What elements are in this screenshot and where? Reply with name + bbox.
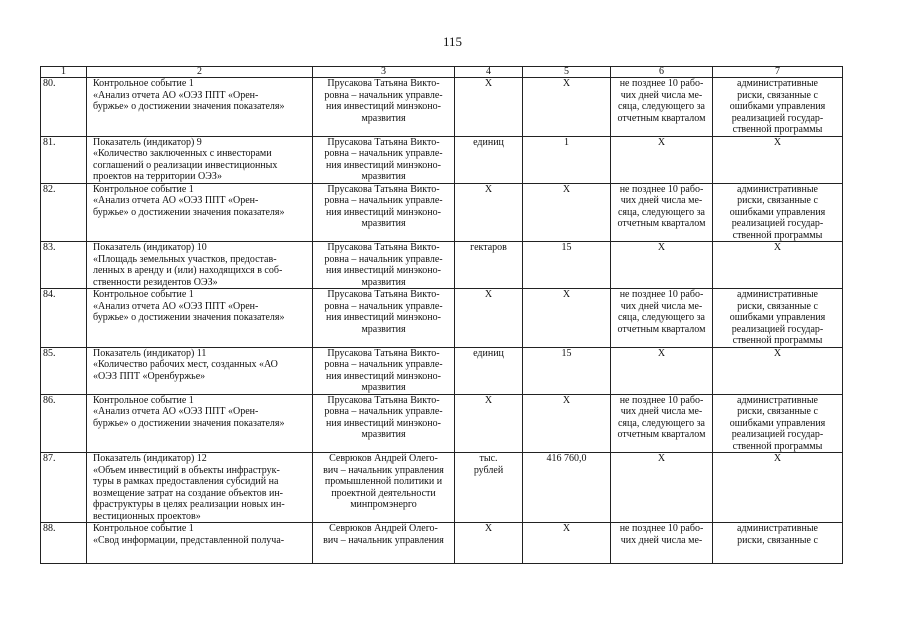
table-body bbox=[41, 78, 843, 564]
item-name-cell: Контрольное событие 1 «Анализ отчета АО «ОЭЗ ППТ «Орен- буржье» о достижении значения показателя» bbox=[87, 394, 313, 453]
responsible-person-cell: Прусакова Татьяна Викто- ровна – начальник управле- ния инвестиций минэконо- мразвития bbox=[313, 347, 455, 394]
table-row bbox=[41, 289, 843, 348]
unit-of-measure-cell: гектаров bbox=[455, 242, 523, 289]
header-col-6: 6 bbox=[611, 67, 713, 78]
risk-description-cell: административные риски, связанные с ошибками управления реализацией государ- ственной программы bbox=[713, 289, 843, 348]
unit-of-measure-cell: тыс. рублей bbox=[455, 453, 523, 523]
header-col-7: 7 bbox=[713, 67, 843, 78]
deadline-cell: не позднее 10 рабо- чих дней числа ме- сяца, следующего за отчетным кварталом bbox=[611, 183, 713, 242]
deadline-cell: X bbox=[611, 136, 713, 183]
table-row bbox=[41, 136, 843, 183]
header-row bbox=[41, 67, 843, 78]
table-row bbox=[41, 242, 843, 289]
responsible-person-cell: Севрюков Андрей Олего- вич – начальник управления промышленной политики и проектной деятельности минпромэнерго bbox=[313, 453, 455, 523]
row-number-cell: 86. bbox=[41, 394, 87, 453]
responsible-person-cell: Прусакова Татьяна Викто- ровна – начальник управле- ния инвестиций минэконо- мразвития bbox=[313, 78, 455, 137]
deadline-cell: X bbox=[611, 347, 713, 394]
deadline-cell: X bbox=[611, 242, 713, 289]
unit-of-measure-cell: X bbox=[455, 78, 523, 137]
responsible-person-cell: Прусакова Татьяна Викто- ровна – начальник управле- ния инвестиций минэконо- мразвития bbox=[313, 289, 455, 348]
page-number: 115 bbox=[442, 34, 463, 49]
risk-description-cell: административные риски, связанные с ошибками управления реализацией государ- ственной программы bbox=[713, 183, 843, 242]
item-name-cell: Контрольное событие 1 «Анализ отчета АО «ОЭЗ ППТ «Орен- буржье» о достижении значения показателя» bbox=[87, 289, 313, 348]
header-col-2: 2 bbox=[87, 67, 313, 78]
table-row bbox=[41, 78, 843, 137]
row-number-cell: 81. bbox=[41, 136, 87, 183]
row-number-cell: 87. bbox=[41, 453, 87, 523]
item-name-cell: Показатель (индикатор) 9 «Количество заключенных с инвесторами соглашений о реализации инвестиционных проектов на территории ОЭЗ» bbox=[87, 136, 313, 183]
row-number-cell: 88. bbox=[41, 523, 87, 564]
table-row bbox=[41, 183, 843, 242]
row-number-cell: 85. bbox=[41, 347, 87, 394]
risk-description-cell: X bbox=[713, 453, 843, 523]
target-value-cell: 15 bbox=[523, 242, 611, 289]
unit-of-measure-cell: X bbox=[455, 183, 523, 242]
unit-of-measure-cell: X bbox=[455, 394, 523, 453]
risk-description-cell: административные риски, связанные с ошибками управления реализацией государ- ственной программы bbox=[713, 78, 843, 137]
target-value-cell: X bbox=[523, 394, 611, 453]
responsible-person-cell: Прусакова Татьяна Викто- ровна – начальник управле- ния инвестиций минэконо- мразвития bbox=[313, 394, 455, 453]
target-value-cell: X bbox=[523, 289, 611, 348]
target-value-cell: X bbox=[523, 183, 611, 242]
unit-of-measure-cell: X bbox=[455, 289, 523, 348]
item-name-cell: Показатель (индикатор) 12 «Объем инвестиций в объекты инфраструк- туры в рамках предоставления субсидий на возмещение затрат на создание объектов ин- фраструктуры в целях реализации новых ин- вестиционных проектов» bbox=[87, 453, 313, 523]
deadline-cell: не позднее 10 рабо- чих дней числа ме- сяца, следующего за отчетным кварталом bbox=[611, 289, 713, 348]
deadline-cell: не позднее 10 рабо- чих дней числа ме- сяца, следующего за отчетным кварталом bbox=[611, 394, 713, 453]
row-number-cell: 82. bbox=[41, 183, 87, 242]
risk-description-cell: административные риски, связанные с ошибками управления реализацией государ- ственной программы bbox=[713, 394, 843, 453]
program-table bbox=[40, 66, 843, 564]
item-name-cell: Показатель (индикатор) 11 «Количество рабочих мест, созданных «АО «ОЭЗ ППТ «Оренбуржье» bbox=[87, 347, 313, 394]
item-name-cell: Контрольное событие 1 «Свод информации, представленной получа- bbox=[87, 523, 313, 564]
item-name-cell: Показатель (индикатор) 10 «Площадь земельных участков, предостав- ленных в аренду и (или) находящихся в соб- ственности резидентов ОЭЗ» bbox=[87, 242, 313, 289]
row-number-cell: 83. bbox=[41, 242, 87, 289]
header-col-5: 5 bbox=[523, 67, 611, 78]
unit-of-measure-cell: единиц bbox=[455, 136, 523, 183]
risk-description-cell: административные риски, связанные с bbox=[713, 523, 843, 564]
header-col-1: 1 bbox=[41, 67, 87, 78]
row-number-cell: 84. bbox=[41, 289, 87, 348]
responsible-person-cell: Прусакова Татьяна Викто- ровна – начальник управле- ния инвестиций минэконо- мразвития bbox=[313, 136, 455, 183]
row-number-cell: 80. bbox=[41, 78, 87, 137]
table-row bbox=[41, 523, 843, 564]
target-value-cell: 416 760,0 bbox=[523, 453, 611, 523]
risk-description-cell: X bbox=[713, 242, 843, 289]
target-value-cell: 1 bbox=[523, 136, 611, 183]
header-col-3: 3 bbox=[313, 67, 455, 78]
deadline-cell: не позднее 10 рабо- чих дней числа ме- bbox=[611, 523, 713, 564]
table-row bbox=[41, 347, 843, 394]
risk-description-cell: X bbox=[713, 136, 843, 183]
target-value-cell: X bbox=[523, 78, 611, 137]
table-row bbox=[41, 394, 843, 453]
unit-of-measure-cell: X bbox=[455, 523, 523, 564]
deadline-cell: не позднее 10 рабо- чих дней числа ме- сяца, следующего за отчетным кварталом bbox=[611, 78, 713, 137]
deadline-cell: X bbox=[611, 453, 713, 523]
header-col-4: 4 bbox=[455, 67, 523, 78]
table-row bbox=[41, 453, 843, 523]
responsible-person-cell: Прусакова Татьяна Викто- ровна – начальник управле- ния инвестиций минэконо- мразвития bbox=[313, 183, 455, 242]
target-value-cell: 15 bbox=[523, 347, 611, 394]
responsible-person-cell: Севрюков Андрей Олего- вич – начальник управления bbox=[313, 523, 455, 564]
responsible-person-cell: Прусакова Татьяна Викто- ровна – начальник управле- ния инвестиций минэконо- мразвития bbox=[313, 242, 455, 289]
target-value-cell: X bbox=[523, 523, 611, 564]
unit-of-measure-cell: единиц bbox=[455, 347, 523, 394]
item-name-cell: Контрольное событие 1 «Анализ отчета АО «ОЭЗ ППТ «Орен- буржье» о достижении значения показателя» bbox=[87, 78, 313, 137]
risk-description-cell: X bbox=[713, 347, 843, 394]
item-name-cell: Контрольное событие 1 «Анализ отчета АО «ОЭЗ ППТ «Орен- буржье» о достижении значения показателя» bbox=[87, 183, 313, 242]
